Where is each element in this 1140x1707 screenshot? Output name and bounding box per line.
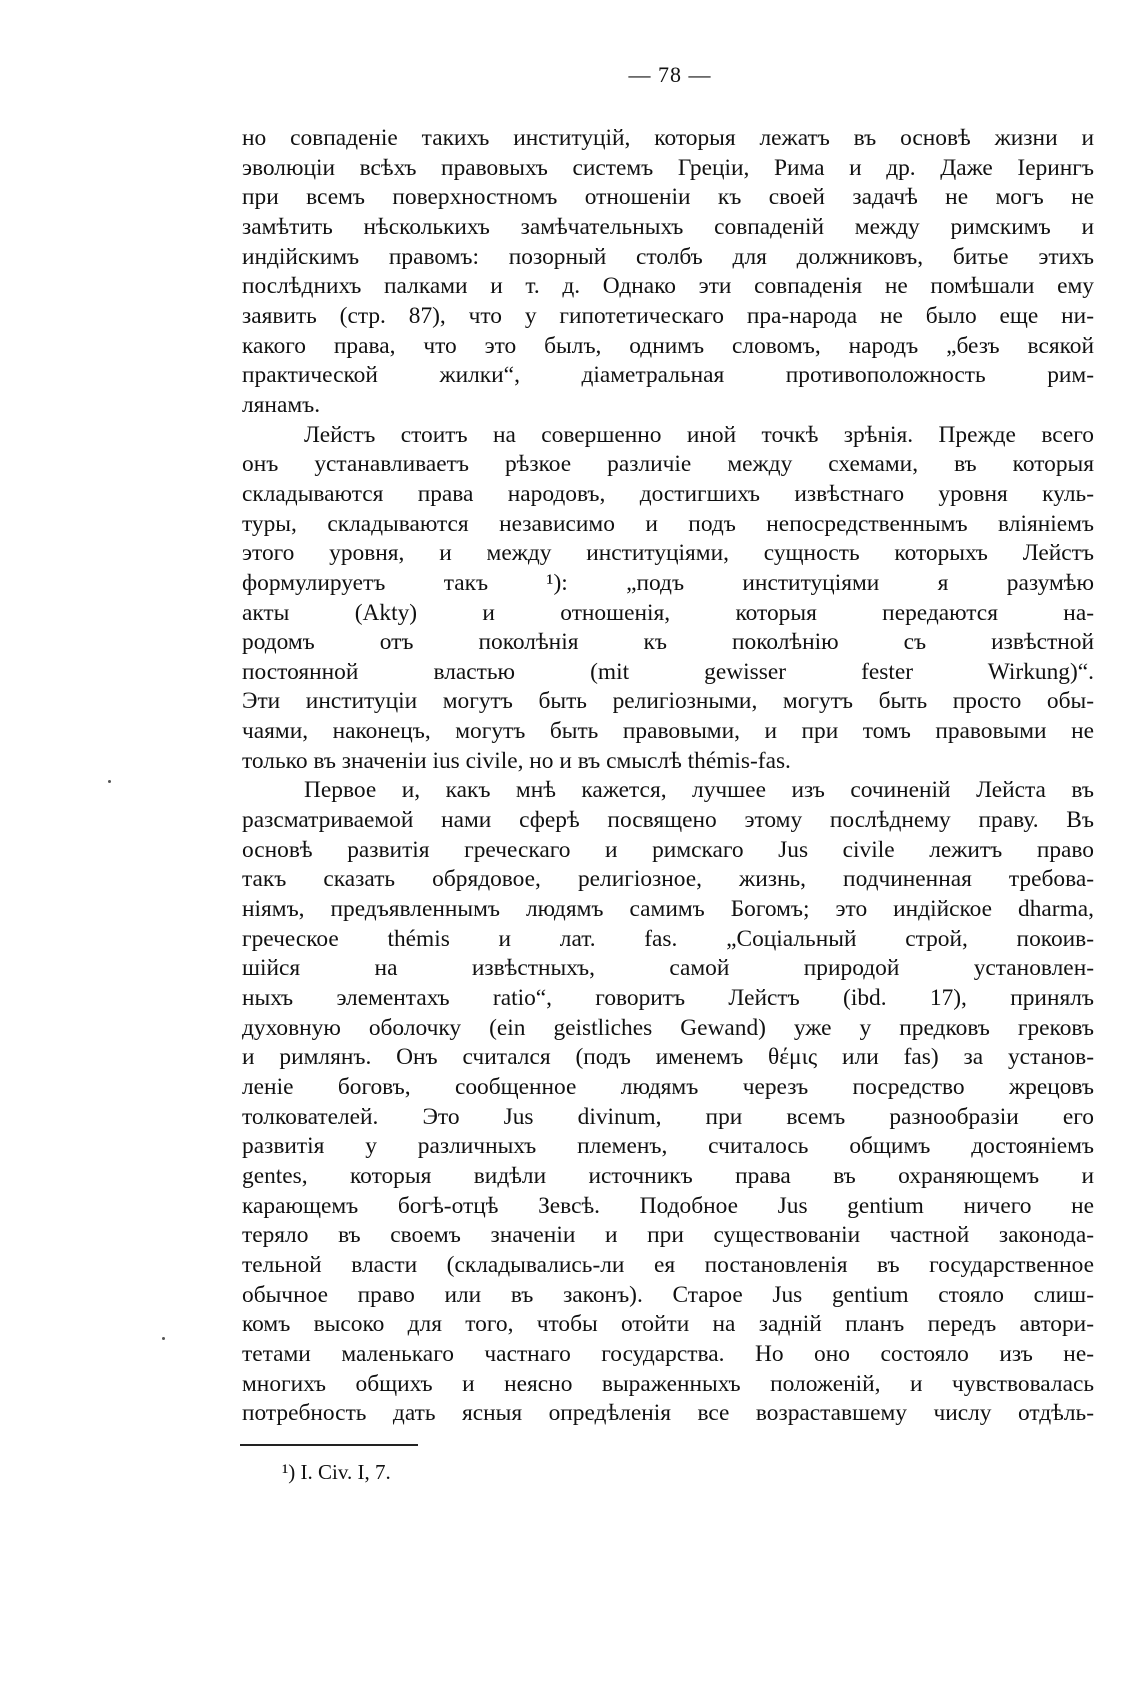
text-line: замѣтить нѣсколькихъ замѣчательныхъ совпаденій между римскимъ и [242, 213, 1094, 240]
text-line: ныхъ элементахъ ratio“, говоритъ Лейстъ (ibd. 17), принялъ [242, 985, 1094, 1012]
scan-speck [162, 1337, 165, 1340]
text-line: такъ сказать обрядовое, религіозное, жизнь, подчиненная требова- [242, 866, 1094, 893]
text-line: но совпаденіе такихъ институцій, которыя лежатъ въ основѣ жизни и [242, 125, 1094, 151]
text-line: Эти институціи могутъ быть религіозными, могутъ быть просто обы- [242, 688, 1094, 715]
text-line: и римлянъ. Онъ считался (подъ именемъ θέμις или fas) за установ- [242, 1044, 1094, 1071]
text-line: ніямъ, предъявленнымъ людямъ самимъ Богомъ; это индійское dharma, [242, 896, 1094, 923]
page-number: — 78 — [628, 62, 712, 87]
text-line: индійскимъ правомъ: позорный столбъ для должниковъ, битье этихъ [242, 243, 1094, 270]
text-line: развитія у различныхъ племенъ, считалось общимъ достояніемъ [242, 1133, 1094, 1160]
body-text [242, 124, 1094, 1429]
text-line: шійся на извѣстныхъ, самой природой установлен- [242, 955, 1094, 982]
text-line: комъ высоко для того, чтобы отойти на задній планъ передъ автори- [242, 1311, 1094, 1338]
text-line: леніе боговъ, сообщенное людямъ черезъ посредство жрецовъ [242, 1074, 1094, 1100]
text-line: эволюціи всѣхъ правовыхъ системъ Греціи, Рима и др. Даже Іерингъ [242, 154, 1094, 181]
text-line: тетами маленькаго частнаго государства. Но оно состояло изъ не- [242, 1340, 1094, 1367]
scan-speck [108, 780, 111, 783]
text-line: онъ устанавливаетъ рѣзкое различіе между схемами, въ которыя [242, 451, 1094, 478]
text-line: тельной власти (складывались-ли ея постановленія въ государственное [242, 1251, 1094, 1278]
text-line: родомъ отъ поколѣнія къ поколѣнію съ извѣстной [242, 629, 1094, 656]
text-line: греческое thémis и лат. fas. „Соціальный строй, покоив- [242, 925, 1094, 952]
text-line: толкователей. Это Jus divinum, при всемъ разнообразіи его [242, 1103, 1094, 1130]
text-line: какого права, что это былъ, однимъ словомъ, народъ „безъ всякой [242, 332, 1094, 359]
text-line: акты (Akty) и отношенія, которыя передаются на- [242, 599, 1094, 626]
text-line: лянамъ. [242, 391, 321, 418]
text-line: чаями, наконецъ, могутъ быть правовыми, и при томъ правовыми не [242, 718, 1094, 745]
text-line: при всемъ поверхностномъ отношеніи къ своей задачѣ не могъ не [242, 184, 1094, 211]
text-line: постоянной властью (mit gewisser fester Wirkung)“. [242, 658, 1094, 685]
text-line: заявить (стр. 87), что у гипотетическаго пра-народа не было еще ни- [242, 302, 1094, 329]
text-line: духовную оболочку (ein geistliches Gewand) уже у предковъ грековъ [242, 1014, 1094, 1041]
text-line: складываются права народовъ, достигшихъ извѣстнаго уровня куль- [242, 480, 1094, 507]
text-line: многихъ общихъ и неясно выраженныхъ положеній, и чувствовалась [242, 1370, 1094, 1397]
text-line: обычное право или въ законъ). Старое Jus gentium стояло слиш- [242, 1281, 1094, 1308]
text-line: теряло въ своемъ значеніи и при существованіи частной законода- [242, 1222, 1094, 1249]
text-line: Лейстъ стоитъ на совершенно иной точкѣ зрѣнія. Прежде всего [304, 421, 1094, 448]
text-line: разсматриваемой нами сферѣ посвящено этому послѣднему праву. Въ [242, 807, 1094, 834]
text-line: основѣ развитія греческаго и римскаго Jus civile лежитъ право [242, 836, 1094, 863]
text-line: послѣднихъ палками и т. д. Однако эти совпаденія не помѣшали ему [242, 273, 1094, 300]
text-line: карающемъ богѣ-отцѣ Зевсѣ. Подобное Jus gentium ничего не [242, 1192, 1094, 1219]
text-line: практической жилки“, діаметральная противоположность рим- [242, 362, 1094, 389]
text-line: туры, складываются независимо и подъ непосредственнымъ вліяніемъ [242, 510, 1094, 537]
footnote-divider [240, 1444, 418, 1446]
text-line: формулируетъ такъ ¹): „подъ институціями я разумѣю [242, 569, 1094, 596]
text-line: gentes, которыя видѣли источникъ права въ охраняющемъ и [242, 1162, 1094, 1189]
footnote: ¹) I. Civ. I, 7. [282, 1460, 391, 1484]
text-line: этого уровня, и между институціями, сущность которыхъ Лейстъ [242, 540, 1094, 567]
text-line: Первое и, какъ мнѣ кажется, лучшее изъ сочиненій Лейста въ [304, 777, 1094, 804]
text-line: потребность дать ясныя опредѣленія все возраставшему числу отдѣль- [242, 1400, 1094, 1427]
text-line: только въ значеніи ius civile, но и въ смыслѣ thémis-fas. [242, 747, 791, 774]
